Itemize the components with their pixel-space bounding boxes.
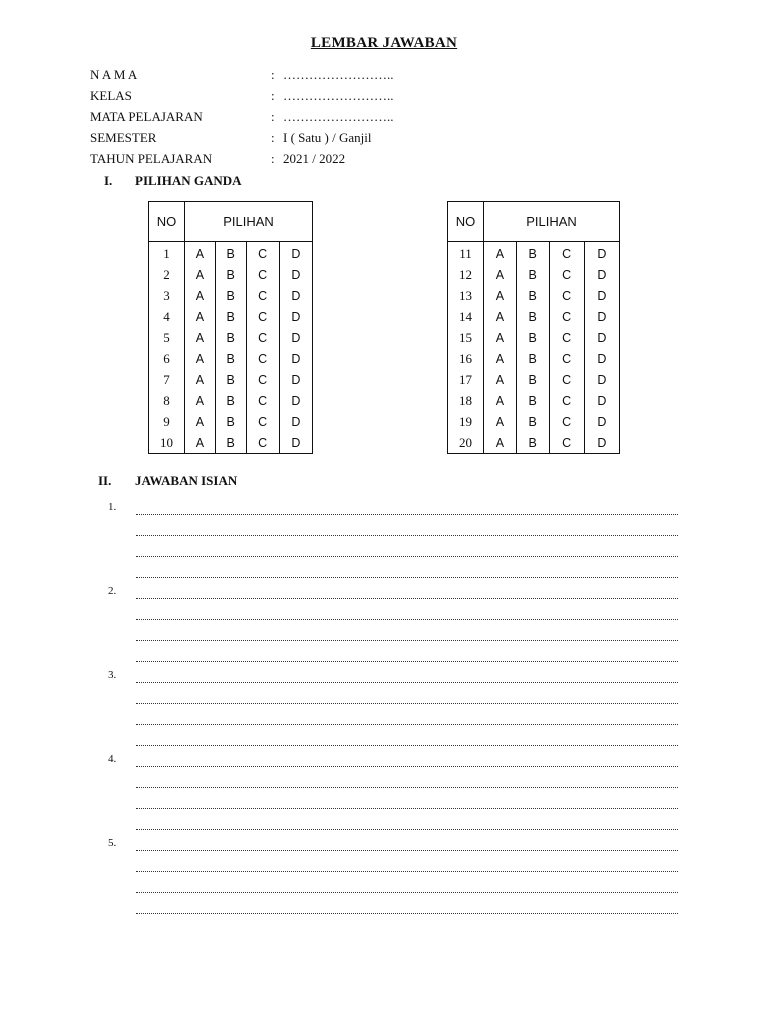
question-number: 6 — [149, 348, 185, 369]
option-a[interactable]: A — [185, 348, 216, 369]
option-d[interactable]: D — [279, 327, 312, 348]
option-d[interactable]: D — [584, 348, 619, 369]
answer-rows-left — [149, 242, 313, 454]
answer-row — [448, 264, 620, 285]
answer-line[interactable] — [136, 563, 678, 578]
option-a[interactable]: A — [185, 285, 216, 306]
option-d[interactable]: D — [584, 242, 619, 265]
option-a[interactable]: A — [185, 264, 216, 285]
option-b[interactable]: B — [516, 327, 549, 348]
option-a[interactable]: A — [484, 411, 517, 432]
option-d[interactable]: D — [584, 285, 619, 306]
option-b[interactable]: B — [215, 432, 246, 454]
answer-rows-right — [448, 242, 620, 454]
answer-row — [448, 390, 620, 411]
option-b[interactable]: B — [516, 306, 549, 327]
essay-question-number: 3. — [108, 669, 117, 681]
question-number: 18 — [448, 390, 484, 411]
answer-row — [149, 285, 313, 306]
question-number: 2 — [149, 264, 185, 285]
option-b[interactable]: B — [516, 432, 549, 454]
info-colon: : — [271, 67, 275, 82]
question-number: 12 — [448, 264, 484, 285]
table-header-choice: PILIHAN — [484, 202, 620, 242]
info-colon: : — [271, 130, 275, 145]
option-c[interactable]: C — [246, 306, 279, 327]
answer-line[interactable] — [136, 857, 678, 872]
question-number: 1 — [149, 242, 185, 265]
option-a[interactable]: A — [484, 327, 517, 348]
section2-number: II. — [98, 473, 112, 488]
section1-title: PILIHAN GANDA — [135, 173, 242, 188]
option-d[interactable]: D — [584, 390, 619, 411]
answer-table-left — [148, 201, 313, 454]
info-label-semester: SEMESTER — [90, 130, 157, 145]
option-c[interactable]: C — [246, 348, 279, 369]
option-d[interactable]: D — [584, 306, 619, 327]
essay-question-number: 2. — [108, 585, 117, 597]
answer-row — [149, 432, 313, 454]
option-c[interactable]: C — [549, 390, 584, 411]
answer-line[interactable] — [136, 710, 678, 725]
answer-row — [448, 306, 620, 327]
option-d[interactable]: D — [584, 411, 619, 432]
info-label-class: KELAS — [90, 88, 132, 103]
option-c[interactable]: C — [549, 432, 584, 454]
answer-row — [149, 327, 313, 348]
option-b[interactable]: B — [215, 285, 246, 306]
option-d[interactable]: D — [279, 369, 312, 390]
answer-line[interactable] — [136, 605, 678, 620]
answer-line[interactable] — [136, 647, 678, 662]
option-c[interactable]: C — [246, 264, 279, 285]
question-number: 3 — [149, 285, 185, 306]
info-value-semester: I ( Satu ) / Ganjil — [283, 130, 372, 145]
question-number: 11 — [448, 242, 484, 265]
question-number: 5 — [149, 327, 185, 348]
answer-line[interactable] — [136, 794, 678, 809]
answer-row — [149, 242, 313, 265]
info-colon: : — [271, 109, 275, 124]
section1-number: I. — [104, 173, 113, 188]
section2-title: JAWABAN ISIAN — [135, 473, 238, 488]
answer-line[interactable] — [136, 584, 678, 599]
answer-row — [448, 411, 620, 432]
answer-table-right — [447, 201, 620, 454]
option-a[interactable]: A — [484, 432, 517, 454]
option-a[interactable]: A — [484, 285, 517, 306]
option-d[interactable]: D — [279, 306, 312, 327]
option-b[interactable]: B — [215, 411, 246, 432]
option-c[interactable]: C — [549, 242, 584, 265]
question-number: 16 — [448, 348, 484, 369]
answer-row — [448, 432, 620, 454]
answer-line[interactable] — [136, 500, 678, 515]
option-d[interactable]: D — [584, 432, 619, 454]
question-number: 8 — [149, 390, 185, 411]
question-number: 9 — [149, 411, 185, 432]
answer-row — [448, 369, 620, 390]
answer-line[interactable] — [136, 878, 678, 893]
option-b[interactable]: B — [215, 369, 246, 390]
option-d[interactable]: D — [279, 285, 312, 306]
option-a[interactable]: A — [484, 242, 517, 265]
option-d[interactable]: D — [584, 327, 619, 348]
answer-row — [149, 348, 313, 369]
option-b[interactable]: B — [215, 327, 246, 348]
option-a[interactable]: A — [185, 411, 216, 432]
question-number: 17 — [448, 369, 484, 390]
option-c[interactable]: C — [549, 306, 584, 327]
table-header-no: NO — [149, 202, 185, 242]
option-a[interactable]: A — [484, 369, 517, 390]
answer-line[interactable] — [136, 899, 678, 914]
option-a[interactable]: A — [185, 306, 216, 327]
option-a[interactable]: A — [185, 390, 216, 411]
answer-row — [448, 285, 620, 306]
option-c[interactable]: C — [549, 285, 584, 306]
option-c[interactable]: C — [246, 390, 279, 411]
answer-row — [448, 327, 620, 348]
option-b[interactable]: B — [215, 242, 246, 265]
answer-line[interactable] — [136, 542, 678, 557]
question-number: 20 — [448, 432, 484, 454]
option-a[interactable]: A — [484, 390, 517, 411]
option-b[interactable]: B — [215, 264, 246, 285]
option-c[interactable]: C — [246, 285, 279, 306]
answer-line[interactable] — [136, 752, 678, 767]
option-d[interactable]: D — [279, 264, 312, 285]
table-header-choice: PILIHAN — [185, 202, 313, 242]
answer-line[interactable] — [136, 668, 678, 683]
option-b[interactable]: B — [516, 242, 549, 265]
option-b[interactable]: B — [516, 369, 549, 390]
answer-line[interactable] — [136, 521, 678, 536]
answer-row — [149, 411, 313, 432]
option-a[interactable]: A — [484, 264, 517, 285]
info-label-academic-year: TAHUN PELAJARAN — [90, 151, 213, 166]
option-c[interactable]: C — [246, 411, 279, 432]
option-c[interactable]: C — [549, 369, 584, 390]
answer-row — [448, 242, 620, 265]
option-c[interactable]: C — [246, 327, 279, 348]
answer-line[interactable] — [136, 773, 678, 788]
answer-line[interactable] — [136, 836, 678, 851]
option-a[interactable]: A — [185, 432, 216, 454]
option-d[interactable]: D — [279, 432, 312, 454]
option-d[interactable]: D — [279, 242, 312, 265]
info-value-class: …………………….. — [283, 88, 394, 103]
answer-row — [448, 348, 620, 369]
option-b[interactable]: B — [516, 411, 549, 432]
table-header-no: NO — [448, 202, 484, 242]
info-colon: : — [271, 88, 275, 103]
info-colon: : — [271, 151, 275, 166]
option-c[interactable]: C — [246, 242, 279, 265]
option-c[interactable]: C — [549, 348, 584, 369]
option-c[interactable]: C — [246, 369, 279, 390]
option-b[interactable]: B — [215, 348, 246, 369]
question-number: 14 — [448, 306, 484, 327]
option-b[interactable]: B — [516, 285, 549, 306]
option-d[interactable]: D — [584, 264, 619, 285]
question-number: 4 — [149, 306, 185, 327]
option-b[interactable]: B — [215, 306, 246, 327]
question-number: 13 — [448, 285, 484, 306]
essay-question-number: 1. — [108, 501, 117, 513]
option-b[interactable]: B — [516, 348, 549, 369]
option-a[interactable]: A — [185, 327, 216, 348]
option-c[interactable]: C — [549, 264, 584, 285]
option-d[interactable]: D — [279, 348, 312, 369]
question-number: 10 — [149, 432, 185, 454]
option-c[interactable]: C — [549, 411, 584, 432]
answer-row — [149, 390, 313, 411]
question-number: 7 — [149, 369, 185, 390]
info-label-subject: MATA PELAJARAN — [90, 109, 203, 124]
question-number: 19 — [448, 411, 484, 432]
answer-row — [149, 369, 313, 390]
option-d[interactable]: D — [584, 369, 619, 390]
answer-row — [149, 264, 313, 285]
option-b[interactable]: B — [516, 390, 549, 411]
answer-line[interactable] — [136, 815, 678, 830]
option-c[interactable]: C — [549, 327, 584, 348]
answer-line[interactable] — [136, 689, 678, 704]
option-a[interactable]: A — [185, 242, 216, 265]
question-number: 15 — [448, 327, 484, 348]
answer-row — [149, 306, 313, 327]
option-a[interactable]: A — [185, 369, 216, 390]
option-d[interactable]: D — [279, 411, 312, 432]
option-b[interactable]: B — [215, 390, 246, 411]
info-label-name: N A M A — [90, 67, 138, 82]
page-title: LEMBAR JAWABAN — [310, 35, 458, 51]
option-a[interactable]: A — [484, 306, 517, 327]
answer-line[interactable] — [136, 626, 678, 641]
option-b[interactable]: B — [516, 264, 549, 285]
option-a[interactable]: A — [484, 348, 517, 369]
option-d[interactable]: D — [279, 390, 312, 411]
info-value-subject: …………………….. — [283, 109, 394, 124]
info-value-academic-year: 2021 / 2022 — [283, 151, 346, 166]
info-value-name: …………………….. — [283, 67, 394, 82]
essay-question-number: 4. — [108, 753, 117, 765]
answer-line[interactable] — [136, 731, 678, 746]
essay-question-number: 5. — [108, 837, 117, 849]
option-c[interactable]: C — [246, 432, 279, 454]
